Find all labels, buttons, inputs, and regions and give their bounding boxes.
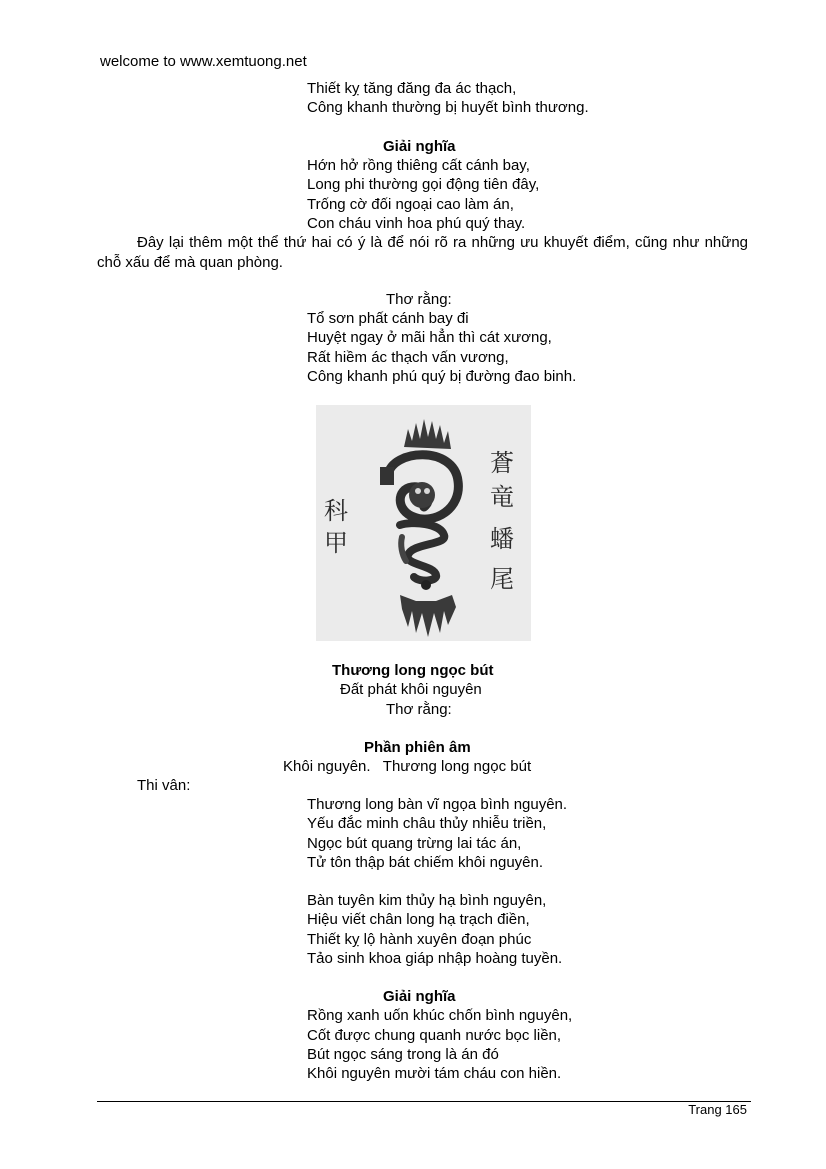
han-char: 尾 (490, 565, 514, 593)
poem-heading: Thơ rằng: (386, 291, 452, 308)
crown-spikes (404, 419, 451, 449)
body-paragraph: Đây lại thêm một thể thứ hai có ý là để nói rõ ra những ưu khuyết điểm, cũng như những chỗ xấu để mà quan phòng. (97, 234, 748, 271)
poem-line: Hiệu viết chân long hạ trạch điền, (307, 911, 530, 928)
poem-line: Long phi thường gọi động tiên đây, (307, 176, 540, 193)
poem-line: Khôi nguyên mười tám cháu con hiền. (307, 1065, 562, 1082)
poem-line: Con cháu vinh hoa phú quý thay. (307, 215, 526, 232)
poem-line: Thiết kỵ lộ hành xuyên đoạn phúc (307, 931, 532, 948)
poem-line: Rất hiềm ác thạch vấn vương, (307, 349, 509, 366)
dragon-head (409, 482, 435, 508)
dragon-illustration (316, 405, 531, 641)
phien-am-heading: Phần phiên âm (364, 739, 471, 756)
han-char: 蟠 (490, 525, 514, 553)
footer-rule (97, 1101, 751, 1102)
thi-van-label: Thi vân: (137, 777, 191, 794)
poem-line: Bút ngọc sáng trong là án đó (307, 1046, 499, 1063)
poem-line: Ngọc bút quang trừng lai tác án, (307, 835, 522, 852)
poem-line: Trống cờ đối ngoại cao làm án, (307, 196, 514, 213)
poem-line: Rồng xanh uốn khúc chốn bình nguyên, (307, 1007, 573, 1024)
han-char: 蒼 (490, 449, 514, 477)
bottom-spikes (400, 595, 456, 637)
poem-line: Cốt được chung quanh nước bọc liền, (307, 1027, 562, 1044)
poem-line: Tảo sinh khoa giáp nhập hoàng tuyền. (307, 950, 563, 967)
meaning-heading: Giải nghĩa (383, 138, 456, 155)
poem-line: Tổ sơn phất cánh bay đi (307, 310, 469, 327)
phien-am-subtitle: Khôi nguyên. Thương long ngọc bút (283, 758, 532, 775)
site-header: welcome to www.xemtuong.net (100, 53, 307, 70)
section-title: Thương long ngọc bút (332, 662, 494, 679)
poem-heading: Thơ rằng: (386, 701, 452, 718)
meaning-heading: Giải nghĩa (383, 988, 456, 1005)
poem-line: Công khanh thường bị huyết bình thương. (307, 99, 589, 116)
poem-line: Thiết kỵ tăng đăng đa ác thạch, (307, 80, 517, 97)
poem-line: Công khanh phú quý bị đường đao binh. (307, 368, 577, 385)
dragon-tail (400, 523, 444, 580)
pearl (421, 580, 431, 590)
page-number: Trang 165 (688, 1102, 747, 1117)
han-char: 科 (324, 497, 348, 525)
poem-line: Thương long bàn vĩ ngọa bình nguyên. (307, 796, 568, 813)
poem-line: Huyệt ngay ở mãi hẳn thì cát xương, (307, 329, 552, 346)
han-char: 竜 (490, 483, 514, 511)
section-subtitle: Đất phát khôi nguyên (340, 681, 482, 698)
poem-line: Tử tôn thập bát chiếm khôi nguyên. (307, 854, 544, 871)
han-char: 甲 (324, 529, 348, 557)
poem-line: Hớn hở rồng thiêng cất cánh bay, (307, 157, 530, 174)
poem-line: Yếu đắc minh châu thủy nhiễu triền, (307, 815, 547, 832)
poem-line: Bàn tuyên kim thủy hạ bình nguyên, (307, 892, 547, 909)
